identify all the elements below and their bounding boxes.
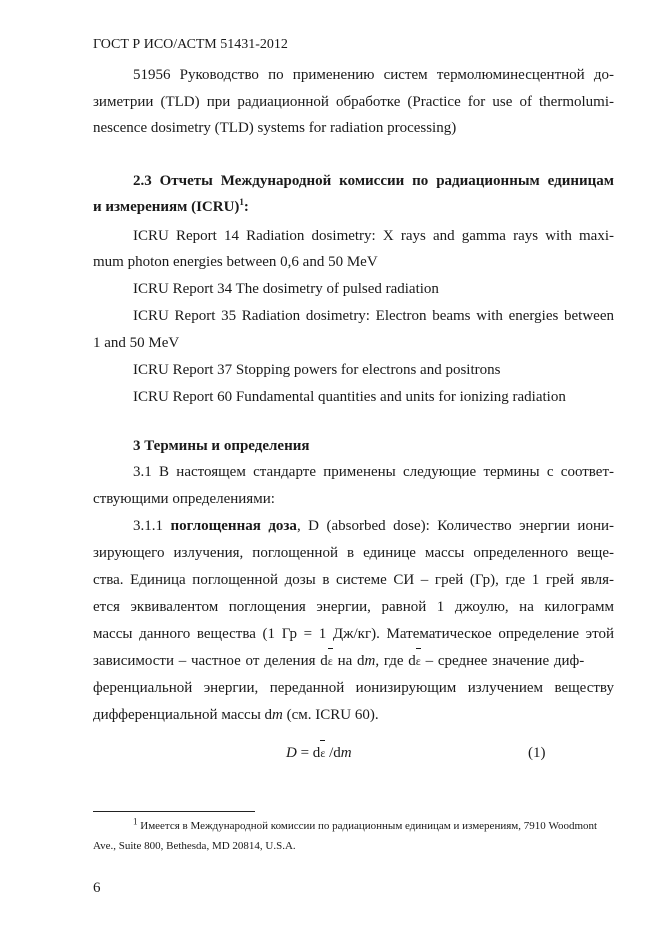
section-2-3-heading-text: и измерениям (ICRU): [93, 199, 240, 215]
para-3-1-1-number: 3.1.1: [133, 518, 171, 534]
page-number: 6: [93, 880, 101, 896]
footnote-separator: [93, 811, 255, 812]
line8-text-c: (см. ICRU 60).: [282, 707, 379, 723]
formula-lhs-d: D: [286, 745, 297, 761]
para-3-1-1-line5: массы данного вещества (1 Гр = 1 Дж/кг). Математическое определение этой: [93, 626, 614, 642]
icru-report-14-line2: mum photon energies between 0,6 and 50 MeV: [93, 254, 378, 270]
icru-report-14-line1: ICRU Report 14 Radiation dosimetry: X rays and gamma rays with maxi-: [133, 228, 614, 244]
footnote-text-1: Имеется в Международной комиссии по радиационным единицам и измерениям, 7910 Woodmont: [140, 820, 598, 832]
formula-eq: = d: [296, 745, 321, 761]
para-3-1-line2: ствующими определениями:: [93, 491, 275, 507]
icru-report-35-line1: ICRU Report 35 Radiation dosimetry: Electron beams with energies between: [133, 308, 614, 324]
section-2-3-colon: :: [243, 199, 249, 215]
line8-m-italic: m: [272, 707, 283, 723]
formula-epsilon-bar: ε: [320, 743, 325, 763]
line6-text-b: на d: [332, 653, 365, 669]
para-3-1-1-line7: ференциальной энергии, переданной ионизирующим излучением веществу: [93, 680, 614, 696]
para-3-1-1-line8: [93, 705, 379, 725]
formula-number: (1): [528, 745, 546, 761]
ref-51956-line1: 51956 Руководство по применению систем термолюминесцентной до-: [133, 67, 614, 83]
line6-text-d: , где d: [375, 653, 416, 669]
para-3-1-1-line1: [133, 516, 614, 536]
para-3-1-1-line6: [93, 651, 584, 671]
epsilon-bar-symbol: ε: [328, 651, 333, 671]
epsilon-bar-symbol-2: ε: [416, 651, 421, 671]
para-3-1-1-line3: ства. Единица поглощенной дозы в системе СИ – грей (Гр), где 1 грей явля-: [93, 572, 614, 588]
footnote-line1: [133, 818, 597, 834]
para-3-1-1-line2: зирующего излучения, поглощенной в единице массы определенного веще-: [93, 545, 614, 561]
footnote-ref-1: 1: [239, 197, 244, 207]
icru-report-37: ICRU Report 37 Stopping powers for electrons and positrons: [133, 362, 501, 378]
section-3-heading: 3 Термины и определения: [133, 438, 310, 454]
para-3-1-1-line4: ется эквивалентом поглощения энергии, равной 1 джоулю, на килограмм: [93, 599, 614, 615]
section-2-3-heading-line1: 2.3 Отчеты Международной комиссии по радиационным единицам: [133, 173, 614, 189]
icru-report-60: ICRU Report 60 Fundamental quantities and units for ionizing radiation: [133, 389, 566, 405]
icru-report-35-line2: 1 and 50 MeV: [93, 335, 180, 351]
term-absorbed-dose: поглощенная доза: [170, 518, 297, 534]
line8-text-a: дифференциальной массы d: [93, 707, 273, 723]
footnote-marker: 1: [133, 816, 138, 827]
ref-51956-line3: nescence dosimetry (TLD) systems for radiation processing): [93, 120, 457, 136]
icru-report-34: ICRU Report 34 The dosimetry of pulsed radiation: [133, 281, 439, 297]
formula-div: /d: [325, 745, 341, 761]
formula-1: [286, 743, 352, 763]
para-3-1-1-definition-start: , D (absorbed dose): Количество энергии иони-: [296, 518, 614, 534]
document-header: ГОСТ Р ИСО/АСТМ 51431-2012: [93, 37, 288, 52]
line6-text-e: – среднее значение диф-: [420, 653, 585, 669]
para-3-1-line1: 3.1 В настоящем стандарте применены следующие термины с соответ-: [133, 464, 614, 480]
ref-51956-line2: зиметрии (TLD) при радиационной обработке (Practice for use of thermolumi-: [93, 94, 614, 110]
formula-m-italic: m: [340, 745, 352, 761]
line6-m-italic: m: [364, 653, 376, 669]
line6-text-a: зависимости – частное от деления d: [93, 653, 328, 669]
section-2-3-heading-line2: [93, 197, 249, 217]
footnote-line2: Ave., Suite 800, Bethesda, MD 20814, U.S.A.: [93, 840, 296, 852]
